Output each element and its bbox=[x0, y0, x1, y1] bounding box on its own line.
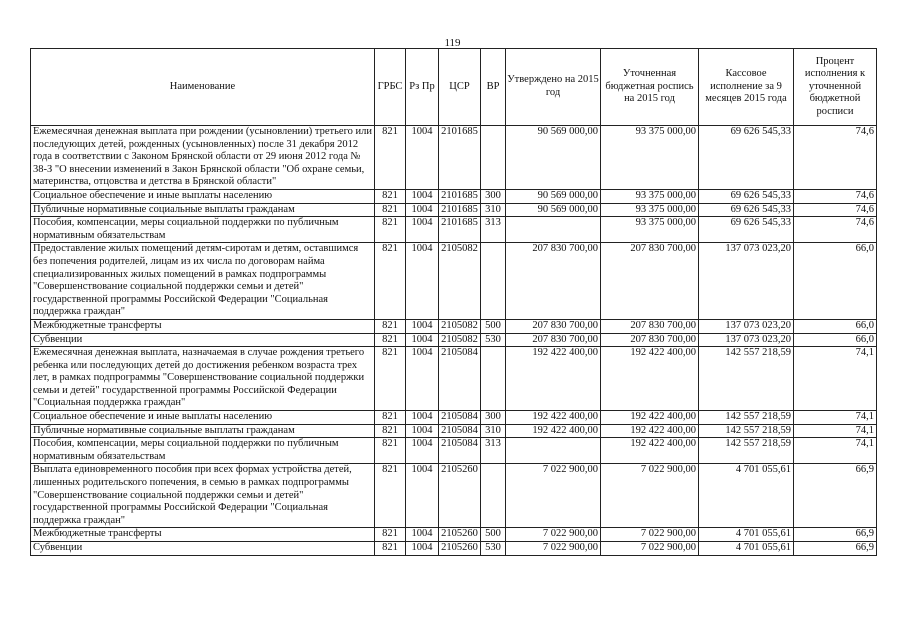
cell-rz-pr: 1004 bbox=[406, 333, 439, 347]
cell-percent: 74,1 bbox=[794, 347, 877, 411]
cell-cash: 69 626 545,33 bbox=[699, 189, 794, 203]
table-row bbox=[31, 126, 877, 190]
cell-rz-pr: 1004 bbox=[406, 319, 439, 333]
cell-updated: 207 830 700,00 bbox=[601, 319, 699, 333]
cell-percent: 66,9 bbox=[794, 464, 877, 528]
cell-csr: 2105082 bbox=[439, 333, 481, 347]
cell-cash: 142 557 218,59 bbox=[699, 347, 794, 411]
header-csr: ЦСР bbox=[439, 49, 481, 126]
cell-grbs: 821 bbox=[375, 542, 406, 556]
cell-updated: 207 830 700,00 bbox=[601, 243, 699, 320]
table-row bbox=[31, 438, 877, 464]
table-row bbox=[31, 319, 877, 333]
cell-name: Социальное обеспечение и иные выплаты населению bbox=[31, 189, 375, 203]
cell-percent: 74,6 bbox=[794, 189, 877, 203]
cell-csr: 2105260 bbox=[439, 542, 481, 556]
table-row bbox=[31, 464, 877, 528]
cell-updated: 192 422 400,00 bbox=[601, 347, 699, 411]
cell-cash: 142 557 218,59 bbox=[699, 424, 794, 438]
table-row bbox=[31, 189, 877, 203]
table-row bbox=[31, 347, 877, 411]
cell-rz-pr: 1004 bbox=[406, 189, 439, 203]
cell-csr: 2105260 bbox=[439, 464, 481, 528]
table-row bbox=[31, 542, 877, 556]
cell-vr bbox=[481, 126, 506, 190]
cell-csr: 2101685 bbox=[439, 203, 481, 217]
cell-name: Публичные нормативные социальные выплаты гражданам bbox=[31, 424, 375, 438]
cell-csr: 2105082 bbox=[439, 319, 481, 333]
cell-rz-pr: 1004 bbox=[406, 126, 439, 190]
cell-approved: 90 569 000,00 bbox=[506, 126, 601, 190]
cell-approved: 207 830 700,00 bbox=[506, 319, 601, 333]
cell-approved: 7 022 900,00 bbox=[506, 542, 601, 556]
cell-percent: 66,0 bbox=[794, 243, 877, 320]
cell-grbs: 821 bbox=[375, 319, 406, 333]
cell-rz-pr: 1004 bbox=[406, 347, 439, 411]
cell-vr: 500 bbox=[481, 319, 506, 333]
cell-rz-pr: 1004 bbox=[406, 217, 439, 243]
cell-rz-pr: 1004 bbox=[406, 243, 439, 320]
cell-grbs: 821 bbox=[375, 217, 406, 243]
cell-vr: 313 bbox=[481, 438, 506, 464]
cell-vr: 310 bbox=[481, 203, 506, 217]
cell-approved: 90 569 000,00 bbox=[506, 189, 601, 203]
cell-updated: 192 422 400,00 bbox=[601, 438, 699, 464]
cell-updated: 7 022 900,00 bbox=[601, 464, 699, 528]
cell-grbs: 821 bbox=[375, 438, 406, 464]
cell-percent: 74,1 bbox=[794, 424, 877, 438]
cell-name: Пособия, компенсации, меры социальной поддержки по публичным нормативным обязательствам bbox=[31, 217, 375, 243]
cell-updated: 7 022 900,00 bbox=[601, 528, 699, 542]
cell-csr: 2101685 bbox=[439, 217, 481, 243]
header-vr: ВР bbox=[481, 49, 506, 126]
cell-percent: 66,9 bbox=[794, 542, 877, 556]
cell-approved: 207 830 700,00 bbox=[506, 243, 601, 320]
cell-cash: 69 626 545,33 bbox=[699, 126, 794, 190]
cell-rz-pr: 1004 bbox=[406, 411, 439, 425]
header-name: Наименование bbox=[31, 49, 375, 126]
cell-cash: 4 701 055,61 bbox=[699, 528, 794, 542]
cell-cash: 69 626 545,33 bbox=[699, 203, 794, 217]
cell-percent: 66,9 bbox=[794, 528, 877, 542]
cell-csr: 2105084 bbox=[439, 411, 481, 425]
header-percent: Процент исполнения к уточненной бюджетной росписи bbox=[794, 49, 877, 126]
table-row bbox=[31, 424, 877, 438]
cell-rz-pr: 1004 bbox=[406, 528, 439, 542]
cell-updated: 192 422 400,00 bbox=[601, 411, 699, 425]
cell-grbs: 821 bbox=[375, 243, 406, 320]
table-row bbox=[31, 333, 877, 347]
cell-cash: 69 626 545,33 bbox=[699, 217, 794, 243]
cell-approved bbox=[506, 217, 601, 243]
cell-approved: 192 422 400,00 bbox=[506, 424, 601, 438]
cell-vr: 300 bbox=[481, 189, 506, 203]
cell-grbs: 821 bbox=[375, 189, 406, 203]
cell-name: Субвенции bbox=[31, 333, 375, 347]
cell-grbs: 821 bbox=[375, 528, 406, 542]
cell-name: Выплата единовременного пособия при всех формах устройства детей, лишенных родительского попечения, в семью в рамках подпрограммы "Совершенствование социальной поддержки семьи и детей" государственной программы Российской Федерации "Социальная поддержка граждан" bbox=[31, 464, 375, 528]
table-row bbox=[31, 528, 877, 542]
table-row bbox=[31, 203, 877, 217]
header-rz-pr: Рз Пр bbox=[406, 49, 439, 126]
cell-approved: 7 022 900,00 bbox=[506, 464, 601, 528]
cell-name: Субвенции bbox=[31, 542, 375, 556]
cell-name: Ежемесячная денежная выплата, назначаемая в случае рождения третьего ребенка или последующих детей до достижения ребенком возраста трех лет, в рамках подпрограммы "Совершенствование социальной поддержки семьи и детей" государственной программы Российской Федерации "Социальная поддержка граждан" bbox=[31, 347, 375, 411]
cell-name: Межбюджетные трансферты bbox=[31, 319, 375, 333]
cell-percent: 74,6 bbox=[794, 217, 877, 243]
budget-table bbox=[30, 48, 877, 556]
header-cash: Кассовое исполнение за 9 месяцев 2015 года bbox=[699, 49, 794, 126]
cell-vr: 313 bbox=[481, 217, 506, 243]
cell-percent: 66,0 bbox=[794, 333, 877, 347]
cell-cash: 137 073 023,20 bbox=[699, 333, 794, 347]
cell-grbs: 821 bbox=[375, 203, 406, 217]
cell-cash: 142 557 218,59 bbox=[699, 411, 794, 425]
cell-csr: 2105260 bbox=[439, 528, 481, 542]
cell-vr: 300 bbox=[481, 411, 506, 425]
cell-csr: 2101685 bbox=[439, 126, 481, 190]
table-row bbox=[31, 243, 877, 320]
cell-approved bbox=[506, 438, 601, 464]
cell-vr: 530 bbox=[481, 542, 506, 556]
table-header-row bbox=[31, 49, 877, 126]
cell-csr: 2101685 bbox=[439, 189, 481, 203]
cell-vr bbox=[481, 243, 506, 320]
cell-grbs: 821 bbox=[375, 464, 406, 528]
cell-percent: 74,1 bbox=[794, 411, 877, 425]
header-grbs: ГРБС bbox=[375, 49, 406, 126]
cell-cash: 142 557 218,59 bbox=[699, 438, 794, 464]
cell-approved: 207 830 700,00 bbox=[506, 333, 601, 347]
cell-rz-pr: 1004 bbox=[406, 203, 439, 217]
cell-grbs: 821 bbox=[375, 126, 406, 190]
cell-name: Пособия, компенсации, меры социальной поддержки по публичным нормативным обязательствам bbox=[31, 438, 375, 464]
cell-updated: 93 375 000,00 bbox=[601, 203, 699, 217]
cell-cash: 137 073 023,20 bbox=[699, 319, 794, 333]
cell-approved: 90 569 000,00 bbox=[506, 203, 601, 217]
cell-grbs: 821 bbox=[375, 411, 406, 425]
cell-approved: 192 422 400,00 bbox=[506, 347, 601, 411]
cell-name: Ежемесячная денежная выплата при рождении (усыновлении) третьего или последующих детей, рожденных (усыновленных) после 31 декабря 2012 года в соответствии с Законом Брянской области от 29 июня 2012 года № 38-З "О внесении изменений в Закон Брянской области "Об охране семьи, материнства, отцовства и детства в Брянской области" bbox=[31, 126, 375, 190]
cell-cash: 4 701 055,61 bbox=[699, 542, 794, 556]
cell-vr bbox=[481, 347, 506, 411]
cell-percent: 74,6 bbox=[794, 203, 877, 217]
cell-vr: 530 bbox=[481, 333, 506, 347]
cell-vr: 500 bbox=[481, 528, 506, 542]
cell-updated: 7 022 900,00 bbox=[601, 542, 699, 556]
cell-csr: 2105084 bbox=[439, 347, 481, 411]
cell-csr: 2105084 bbox=[439, 424, 481, 438]
cell-name: Публичные нормативные социальные выплаты гражданам bbox=[31, 203, 375, 217]
cell-updated: 93 375 000,00 bbox=[601, 217, 699, 243]
table-row bbox=[31, 217, 877, 243]
header-updated: Уточненная бюджетная роспись на 2015 год bbox=[601, 49, 699, 126]
cell-percent: 74,1 bbox=[794, 438, 877, 464]
cell-updated: 93 375 000,00 bbox=[601, 126, 699, 190]
cell-percent: 74,6 bbox=[794, 126, 877, 190]
cell-updated: 93 375 000,00 bbox=[601, 189, 699, 203]
header-approved: Утверждено на 2015 год bbox=[506, 49, 601, 126]
cell-percent: 66,0 bbox=[794, 319, 877, 333]
cell-csr: 2105084 bbox=[439, 438, 481, 464]
cell-approved: 7 022 900,00 bbox=[506, 528, 601, 542]
cell-grbs: 821 bbox=[375, 347, 406, 411]
cell-name: Социальное обеспечение и иные выплаты населению bbox=[31, 411, 375, 425]
cell-csr: 2105082 bbox=[439, 243, 481, 320]
cell-grbs: 821 bbox=[375, 333, 406, 347]
cell-rz-pr: 1004 bbox=[406, 542, 439, 556]
cell-cash: 4 701 055,61 bbox=[699, 464, 794, 528]
page-number: 119 bbox=[444, 37, 461, 49]
table-row bbox=[31, 411, 877, 425]
cell-updated: 192 422 400,00 bbox=[601, 424, 699, 438]
cell-grbs: 821 bbox=[375, 424, 406, 438]
cell-approved: 192 422 400,00 bbox=[506, 411, 601, 425]
cell-rz-pr: 1004 bbox=[406, 464, 439, 528]
cell-name: Предоставление жилых помещений детям-сиротам и детям, оставшимся без попечения родителей, лицам из их числа по договорам найма специализированных жилых помещений в рамках подпрограммы "Совершенствование социальной поддержки семьи и детей" государственной программы Российской Федерации "Социальная поддержка граждан" bbox=[31, 243, 375, 320]
cell-rz-pr: 1004 bbox=[406, 438, 439, 464]
cell-cash: 137 073 023,20 bbox=[699, 243, 794, 320]
cell-rz-pr: 1004 bbox=[406, 424, 439, 438]
cell-updated: 207 830 700,00 bbox=[601, 333, 699, 347]
cell-name: Межбюджетные трансферты bbox=[31, 528, 375, 542]
cell-vr: 310 bbox=[481, 424, 506, 438]
cell-vr bbox=[481, 464, 506, 528]
